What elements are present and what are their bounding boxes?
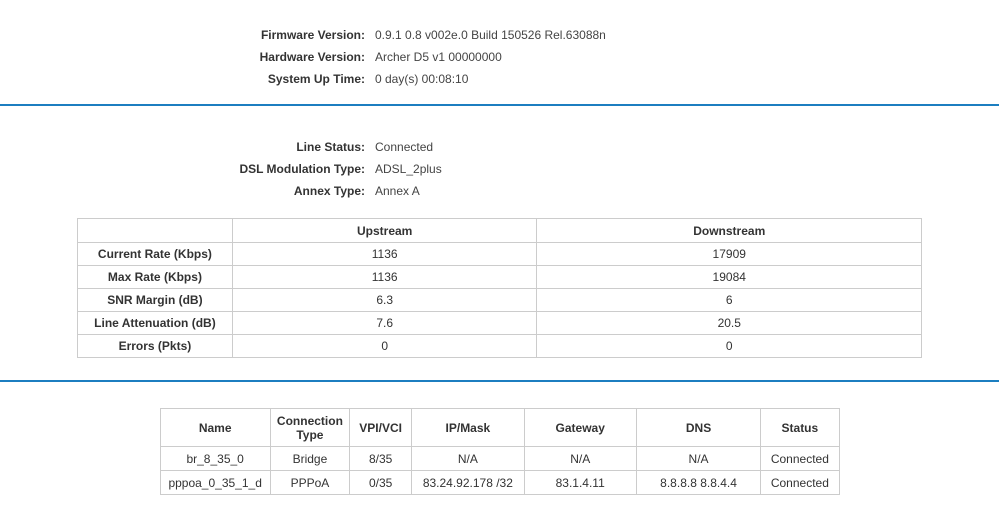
wan-row-1-ip-mask: 83.24.92.178 /32 xyxy=(412,471,524,495)
top-spacer xyxy=(0,0,999,24)
dsl-max-rate-downstream: 19084 xyxy=(537,266,922,289)
wan-row-0-dns: N/A xyxy=(636,447,760,471)
line-status-label: Line Status: xyxy=(296,140,365,154)
wan-row-1-vpi-vci: 0/35 xyxy=(350,471,412,495)
spacer-before-wan-table xyxy=(0,382,999,408)
dsl-current-rate-downstream: 17909 xyxy=(537,243,922,266)
wan-row-1-name: pppoa_0_35_1_d xyxy=(160,471,270,495)
wan-row-0-gateway: N/A xyxy=(524,447,636,471)
wan-row-0-connection-type: Bridge xyxy=(270,447,349,471)
line-status-row xyxy=(0,136,999,158)
wan-table-header-row xyxy=(160,409,839,447)
dsl-row-label-errors: Errors (Pkts) xyxy=(78,335,233,358)
hardware-version-row xyxy=(0,46,999,68)
dsl-errors-downstream: 0 xyxy=(537,335,922,358)
dsl-modulation-type-value: ADSL_2plus xyxy=(375,162,442,176)
table-row xyxy=(78,312,922,335)
wan-header-ip-mask: IP/Mask xyxy=(412,409,524,447)
table-row xyxy=(160,471,839,495)
spacer-after-first-separator xyxy=(0,106,999,136)
hardware-version-label: Hardware Version: xyxy=(259,50,365,64)
wan-header-status: Status xyxy=(761,409,839,447)
table-row xyxy=(78,335,922,358)
wan-header-vpi-vci: VPI/VCI xyxy=(350,409,412,447)
dsl-row-label-snr-margin: SNR Margin (dB) xyxy=(78,289,233,312)
dsl-info-block xyxy=(0,136,999,202)
spacer-before-dsl-table xyxy=(0,202,999,218)
dsl-row-label-line-attenuation: Line Attenuation (dB) xyxy=(78,312,233,335)
firmware-version-value: 0.9.1 0.8 v002e.0 Build 150526 Rel.63088n xyxy=(375,28,606,42)
dsl-statistics-table xyxy=(77,218,922,358)
table-row xyxy=(78,266,922,289)
wan-row-0-name: br_8_35_0 xyxy=(160,447,270,471)
line-status-value: Connected xyxy=(375,140,434,154)
system-uptime-label: System Up Time: xyxy=(267,72,365,86)
table-row xyxy=(78,243,922,266)
dsl-modulation-type-row xyxy=(0,158,999,180)
dsl-row-label-max-rate: Max Rate (Kbps) xyxy=(78,266,233,289)
wan-connections-table xyxy=(160,408,840,495)
wan-row-0-ip-mask: N/A xyxy=(412,447,524,471)
wan-row-1-status: Connected xyxy=(761,471,839,495)
wan-row-1-gateway: 83.1.4.11 xyxy=(524,471,636,495)
wan-row-1-dns: 8.8.8.8 8.8.4.4 xyxy=(636,471,760,495)
wan-header-gateway: Gateway xyxy=(524,409,636,447)
firmware-version-label: Firmware Version: xyxy=(260,28,365,42)
device-info-block xyxy=(0,24,999,90)
annex-type-value: Annex A xyxy=(375,184,420,198)
spacer-before-first-separator xyxy=(0,90,999,104)
dsl-snr-margin-upstream: 6.3 xyxy=(232,289,537,312)
annex-type-label: Annex Type: xyxy=(293,184,365,198)
wan-header-connection-type: Connection Type xyxy=(270,409,349,447)
system-uptime-value: 0 day(s) 00:08:10 xyxy=(375,72,469,86)
system-uptime-row xyxy=(0,68,999,90)
dsl-current-rate-upstream: 1136 xyxy=(232,243,537,266)
dsl-snr-margin-downstream: 6 xyxy=(537,289,922,312)
dsl-line-attenuation-upstream: 7.6 xyxy=(232,312,537,335)
wan-row-0-status: Connected xyxy=(761,447,839,471)
spacer-before-second-separator xyxy=(0,358,999,380)
firmware-version-row xyxy=(0,24,999,46)
dsl-modulation-type-label: DSL Modulation Type: xyxy=(239,162,365,176)
table-row xyxy=(78,289,922,312)
dsl-line-attenuation-downstream: 20.5 xyxy=(537,312,922,335)
dsl-header-downstream: Downstream xyxy=(537,219,922,243)
hardware-version-value: Archer D5 v1 00000000 xyxy=(375,50,502,64)
dsl-errors-upstream: 0 xyxy=(232,335,537,358)
dsl-max-rate-upstream: 1136 xyxy=(232,266,537,289)
dsl-header-blank xyxy=(78,219,233,243)
wan-header-name: Name xyxy=(160,409,270,447)
table-row xyxy=(160,447,839,471)
wan-row-1-connection-type: PPPoA xyxy=(270,471,349,495)
dsl-header-upstream: Upstream xyxy=(232,219,537,243)
wan-row-0-vpi-vci: 8/35 xyxy=(350,447,412,471)
wan-header-dns: DNS xyxy=(636,409,760,447)
annex-type-row xyxy=(0,180,999,202)
dsl-row-label-current-rate: Current Rate (Kbps) xyxy=(78,243,233,266)
dsl-table-header-row xyxy=(78,219,922,243)
